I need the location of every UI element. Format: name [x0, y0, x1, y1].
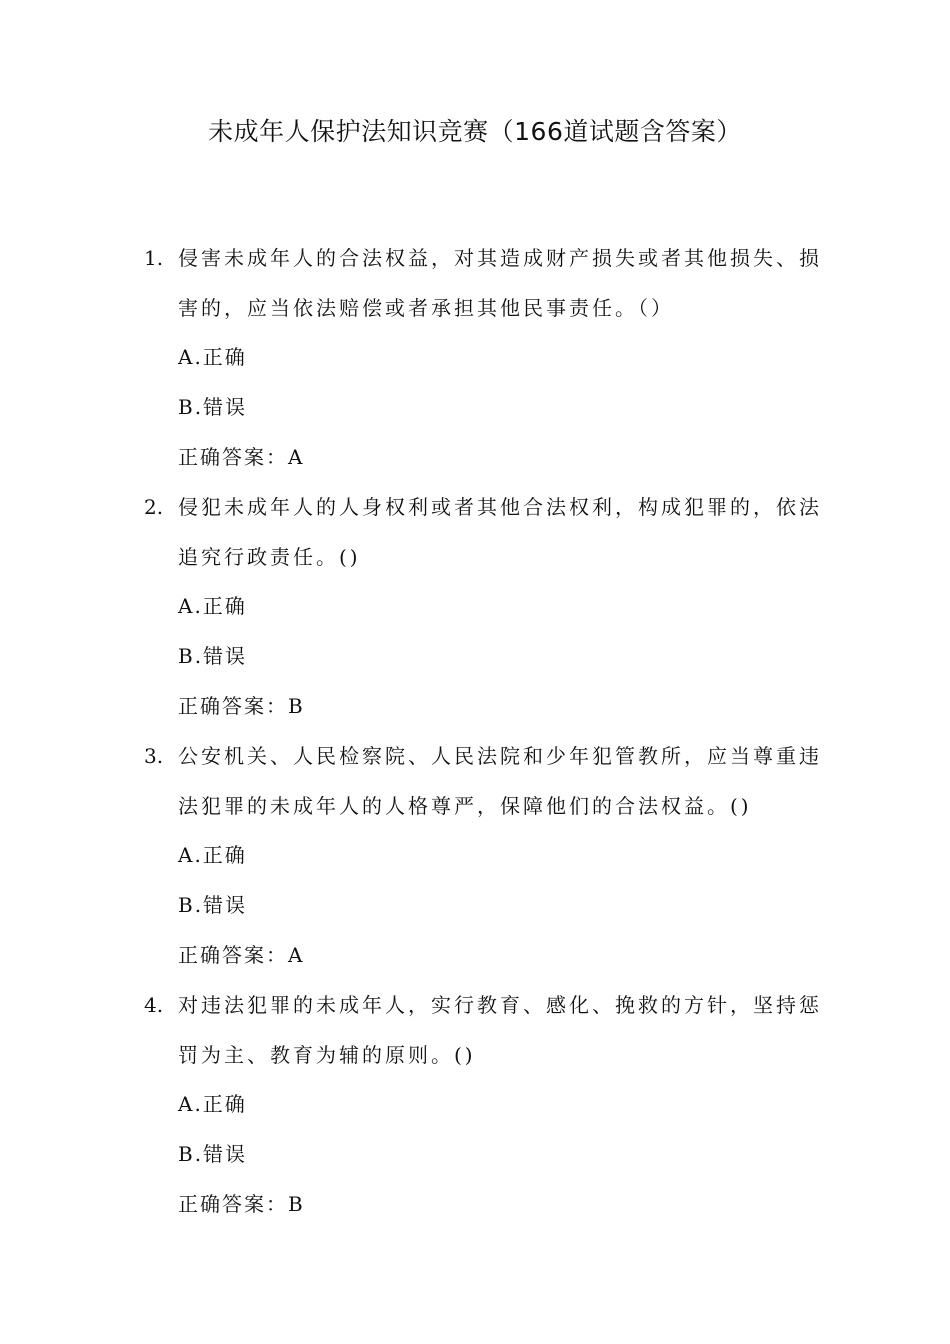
question-stem-line: 害的，应当依法赔偿或者承担其他民事责任。（）: [178, 296, 674, 320]
document-title: 未成年人保护法知识竞赛（166道试题含答案）: [208, 117, 742, 146]
question-number: 3.: [144, 744, 164, 768]
question-number: 2.: [144, 495, 164, 519]
question-stem-line: 公安机关、人民检察院、人民法院和少年犯管教所，应当尊重违: [178, 744, 822, 768]
option-a: A.正确: [178, 345, 247, 369]
question-stem-line: 对违法犯罪的未成年人，实行教育、感化、挽救的方针，坚持惩: [178, 993, 822, 1017]
correct-answer: 正确答案：B: [178, 1192, 305, 1216]
option-a: A.正确: [178, 1092, 247, 1116]
question-stem-line: 罚为主、教育为辅的原则。(): [178, 1043, 476, 1067]
option-a: A.正确: [178, 843, 247, 867]
option-b: B.错误: [178, 395, 248, 419]
option-b: B.错误: [178, 1142, 248, 1166]
correct-answer: 正确答案：A: [178, 943, 305, 967]
question-number: 1.: [144, 246, 164, 270]
correct-answer: 正确答案：A: [178, 445, 305, 469]
option-b: B.错误: [178, 893, 248, 917]
question-stem-line: 追究行政责任。(): [178, 545, 361, 569]
question-stem-line: 侵犯未成年人的人身权利或者其他合法权利，构成犯罪的，依法: [178, 495, 822, 519]
question-number: 4.: [144, 993, 164, 1017]
correct-answer: 正确答案：B: [178, 694, 305, 718]
option-a: A.正确: [178, 594, 247, 618]
question-stem-line: 侵害未成年人的合法权益，对其造成财产损失或者其他损失、损: [178, 246, 822, 270]
question-stem-line: 法犯罪的未成年人的人格尊严，保障他们的合法权益。(): [178, 794, 752, 818]
option-b: B.错误: [178, 644, 248, 668]
